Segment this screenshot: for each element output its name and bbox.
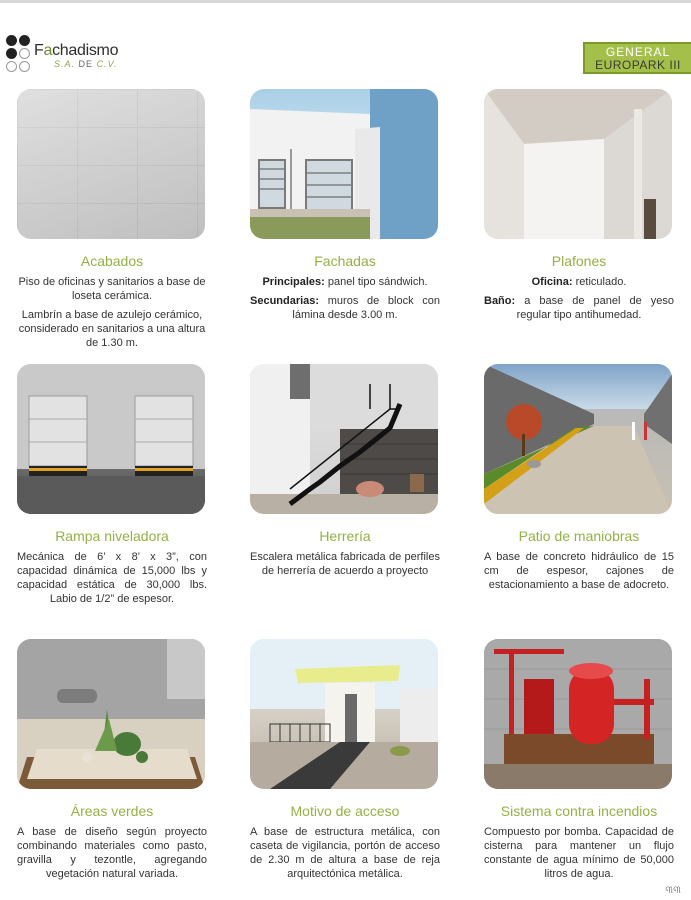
card-herreria xyxy=(250,364,440,583)
photo-green-area xyxy=(17,639,205,789)
card-paragraph: Compuesto por bomba. Capacidad de cisterna para mantener un flujo constante de agua mínimo de 50,000 litros de agua. xyxy=(484,826,674,880)
card-paragraph: Escalera metálica fabricada de perfiles de herrería de acuerdo a proyecto xyxy=(250,551,440,577)
card-title: Áreas verdes xyxy=(70,803,154,819)
project-badge xyxy=(583,42,691,74)
card-title: Fachadas xyxy=(314,253,376,269)
card-title: Motivo de acceso xyxy=(290,803,400,819)
photo-yard xyxy=(484,364,672,514)
badge-line2: EUROPARK III xyxy=(595,58,681,72)
logo-wordmark: Fachadismo xyxy=(34,42,119,59)
badge-line1: GENERAL xyxy=(605,45,671,59)
photo-ceiling xyxy=(484,89,672,239)
card-paragraph: Mecánica de 6’ x 8’ x 3”, con capacidad dinámica de 15,000 lbs y capacidad estática de 30,000 lbs. Labio de 1/2” de espesor. xyxy=(17,551,207,605)
card-paragraph: Baño: a base de panel de yeso regular tipo antihumedad. xyxy=(484,295,674,321)
photo-stairs xyxy=(250,364,438,514)
card-areas-verdes xyxy=(17,639,207,886)
card-title: Plafones xyxy=(551,253,607,269)
photo-access-gate xyxy=(250,639,438,789)
card-paragraph: A base de concreto hidráulico de 15 cm de espesor, cajones de estacionamiento a base de adocreto. xyxy=(484,551,674,591)
page-number: ୩୩ xyxy=(665,885,681,896)
photo-tile-floor xyxy=(17,89,205,239)
card-title: Sistema contra incendios xyxy=(500,803,658,819)
photo-facade xyxy=(250,89,438,239)
card-paragraph: A base de estructura metálica, con caseta de vigilancia, portón de acceso de 2.30 m de altura a base de reja arquitectónica metálica. xyxy=(250,826,440,880)
card-title: Rampa niveladora xyxy=(55,528,169,544)
card-fachadas xyxy=(250,89,440,327)
company-logo xyxy=(4,33,144,77)
card-acabados xyxy=(17,89,207,355)
card-title: Patio de maniobras xyxy=(518,528,640,544)
card-paragraph: Piso de oficinas y sanitarios a base de loseta cerámica. xyxy=(18,276,206,302)
card-paragraph: Oficina: reticulado. xyxy=(531,276,627,288)
logo-dots-icon xyxy=(4,33,34,75)
card-title: Acabados xyxy=(80,253,144,269)
card-paragraph: Principales: panel tipo sándwich. xyxy=(262,276,428,288)
photo-fire-pump xyxy=(484,639,672,789)
card-patio xyxy=(484,364,674,597)
card-paragraph: Secundarias: muros de block con lámina desde 3.00 m. xyxy=(250,295,440,321)
card-rampa xyxy=(17,364,207,611)
photo-dock-ramp xyxy=(17,364,205,514)
card-sistema-incendios xyxy=(484,639,674,886)
card-paragraph: A base de diseño según proyecto combinando materiales como pasto, gravilla y tezontle, agregando vegetación natural variada. xyxy=(17,826,207,880)
card-plafones xyxy=(484,89,674,327)
top-divider xyxy=(0,0,691,3)
card-title: Herrería xyxy=(319,528,371,544)
card-paragraph: Lambrín a base de azulejo cerámico, considerado en sanitarios a una altura de 1.30 m. xyxy=(18,309,206,349)
logo-subtitle: S.A. DE C.V. xyxy=(54,59,118,69)
card-motivo-acceso xyxy=(250,639,440,886)
